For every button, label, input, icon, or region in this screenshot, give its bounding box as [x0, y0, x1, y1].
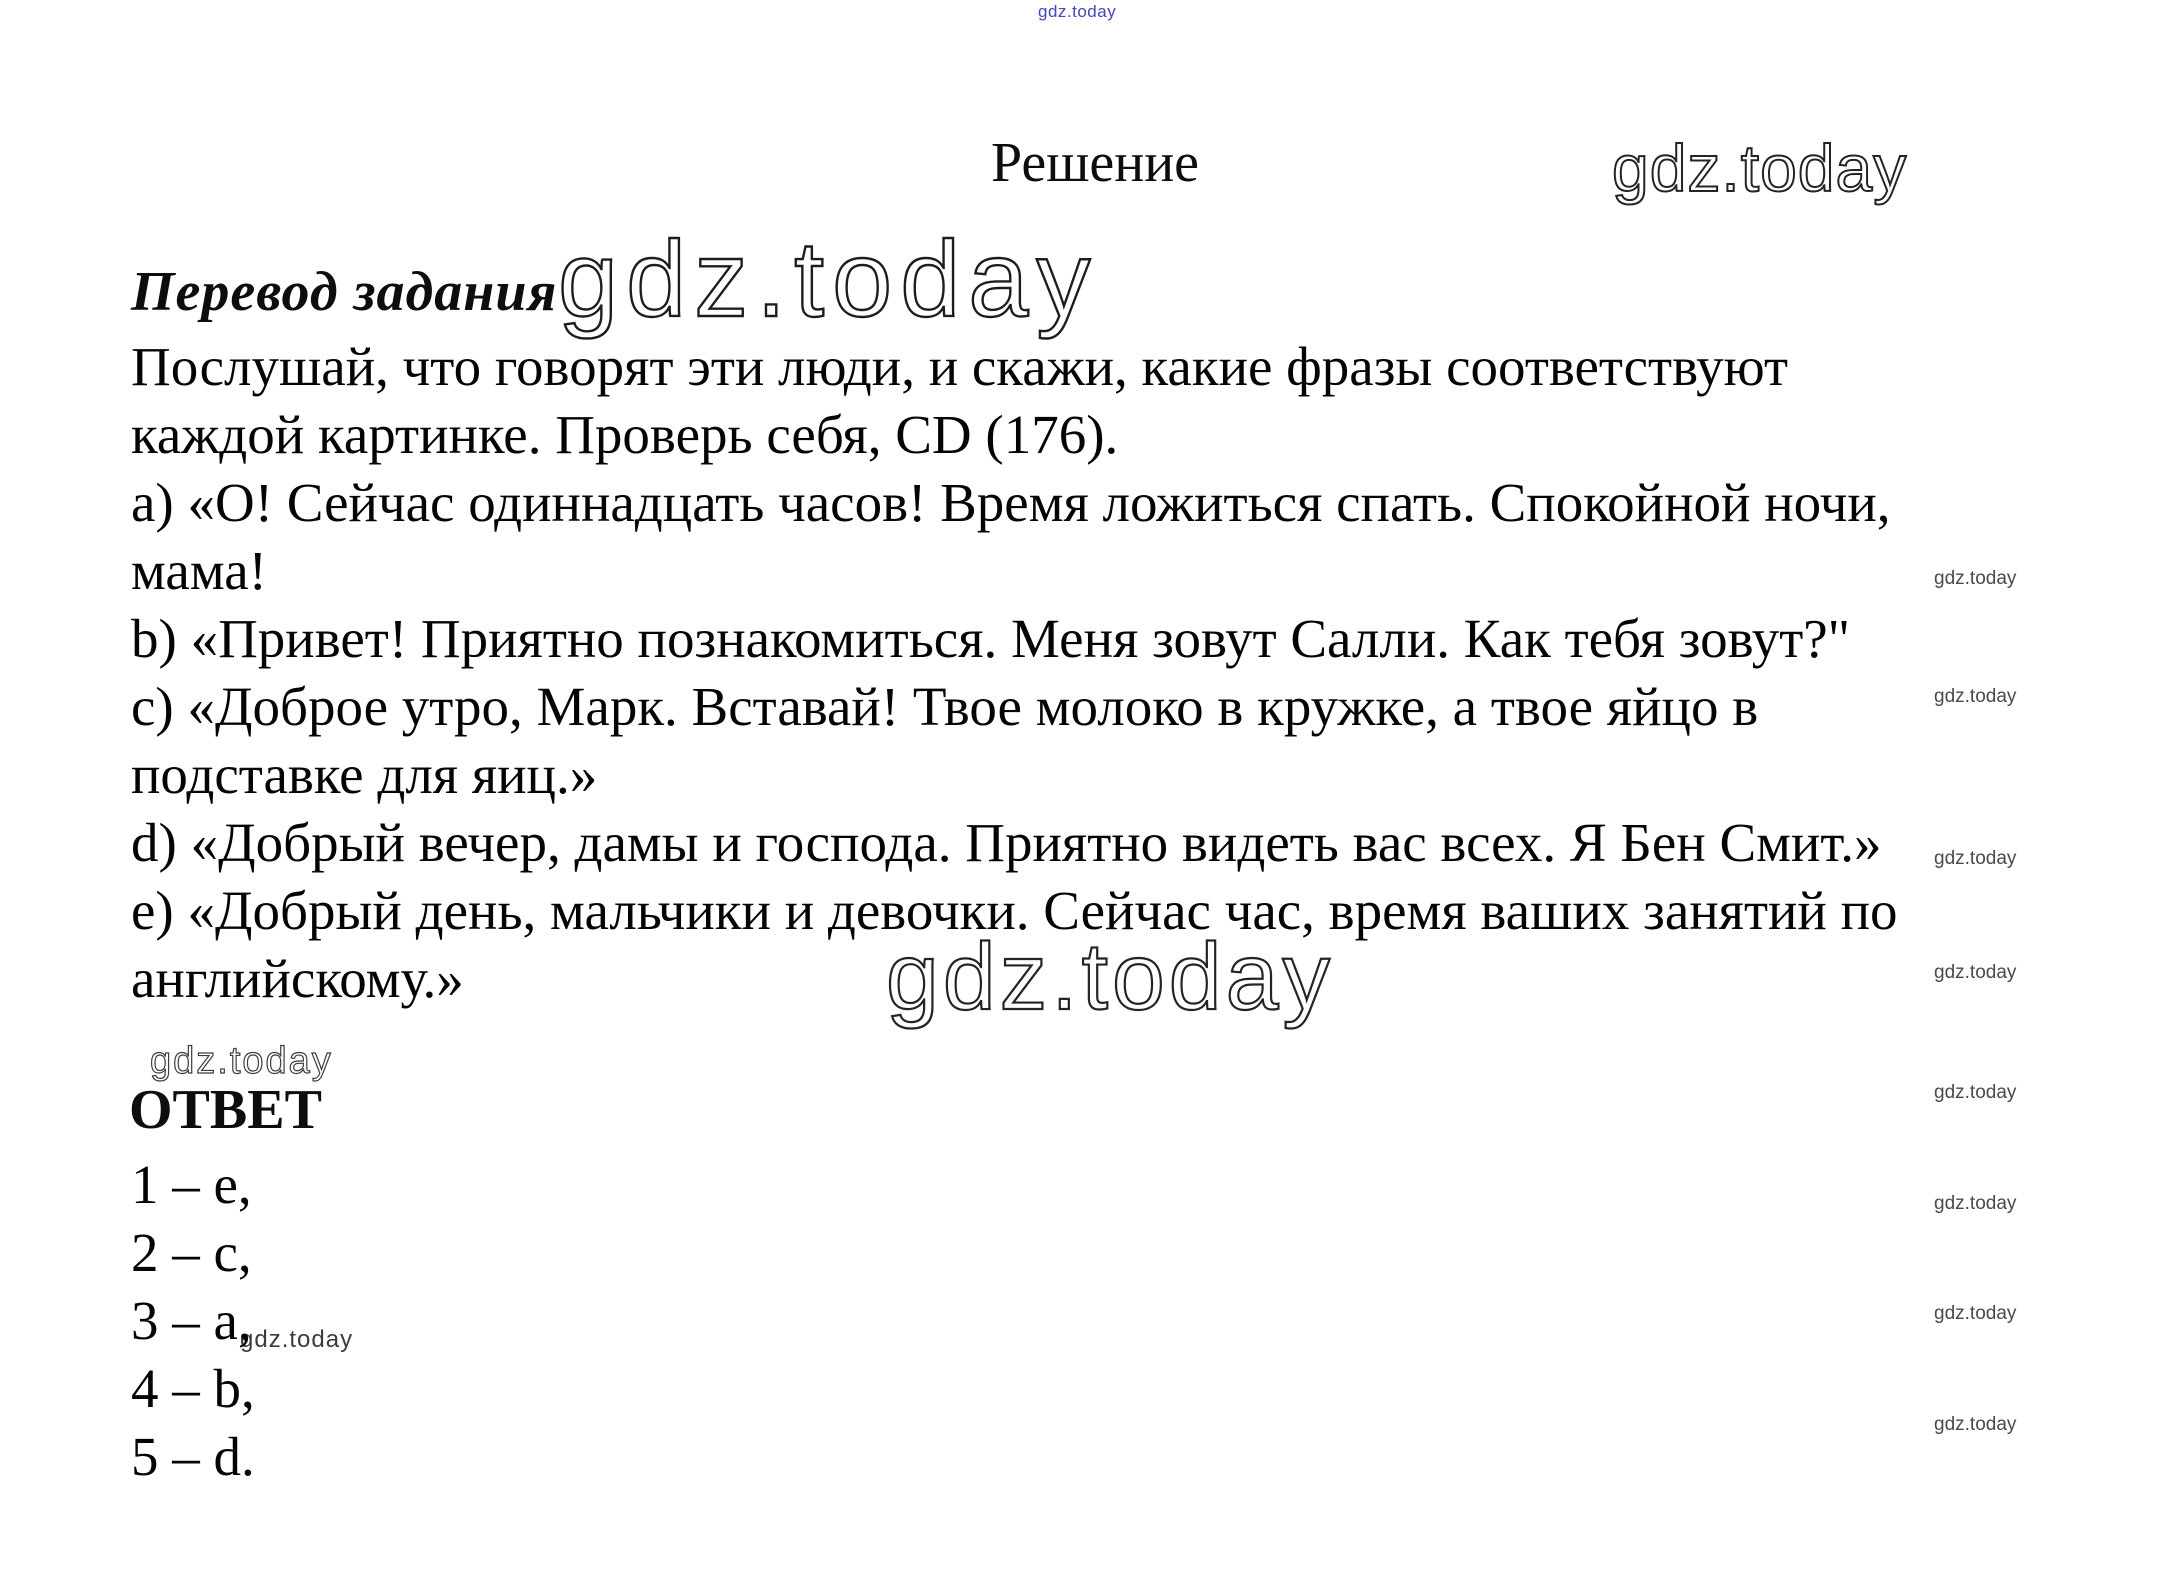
gdz-watermark-side-4: gdz.today	[1934, 962, 2017, 983]
task-line: e) «Добрый день, мальчики и девочки. Сейчас час, время ваших занятий по	[131, 880, 1898, 941]
task-line: c) «Доброе утро, Марк. Вставай! Твое молоко в кружке, а твое яйцо в	[131, 676, 1759, 737]
task-line: каждой картинке. Проверь себя, CD (176).	[131, 404, 1119, 465]
task-line: d) «Добрый вечер, дамы и господа. Приятно видеть вас всех. Я Бен Смит.»	[131, 812, 1882, 873]
gdz-watermark-side-1: gdz.today	[1934, 568, 2017, 589]
task-text-block	[131, 333, 2121, 1013]
answer-item: 5 – d.	[131, 1426, 255, 1487]
task-line: b) «Привет! Приятно познакомиться. Меня зовут Салли. Как тебя зовут?"	[131, 608, 1851, 669]
task-line: английскому.»	[131, 948, 464, 1009]
gdz-watermark-top-blue: gdz.today	[1038, 2, 1117, 21]
answer-item: 3 – a,	[131, 1290, 252, 1351]
gdz-watermark-above-answer: gdz.today	[150, 1040, 333, 1082]
gdz-watermark-central: gdz.today	[886, 924, 1334, 1030]
gdz-watermark-top-right: gdz.today	[1612, 131, 1908, 205]
gdz-watermark-side-5: gdz.today	[1934, 1082, 2017, 1103]
gdz-watermark-side-3: gdz.today	[1934, 848, 2017, 869]
task-translation-heading: Перевод задания	[131, 261, 558, 323]
answer-list	[131, 1151, 255, 1491]
gdz-watermark-mid-list: gdz.today	[240, 1326, 354, 1353]
page-title: Решение	[991, 132, 1200, 194]
answer-item: 2 – c,	[131, 1222, 252, 1283]
gdz-watermark-side-2: gdz.today	[1934, 686, 2017, 707]
task-line: a) «О! Сейчас одиннадцать часов! Время ложиться спать. Спокойной ночи,	[131, 472, 1891, 533]
task-line: мама!	[131, 540, 267, 601]
answer-item: 4 – b,	[131, 1358, 255, 1419]
answer-item: 1 – e,	[131, 1154, 252, 1215]
task-line: Послушай, что говорят эти люди, и скажи, какие фразы соответствуют	[131, 336, 1789, 397]
answer-heading: ОТВЕТ	[129, 1079, 322, 1141]
gdz-watermark-after-heading: gdz.today	[558, 218, 1099, 339]
gdz-watermark-side-7: gdz.today	[1934, 1303, 2017, 1324]
gdz-watermark-side-8: gdz.today	[1934, 1414, 2017, 1435]
task-line: подставке для яиц.»	[131, 744, 598, 805]
gdz-watermark-side-6: gdz.today	[1934, 1193, 2017, 1214]
